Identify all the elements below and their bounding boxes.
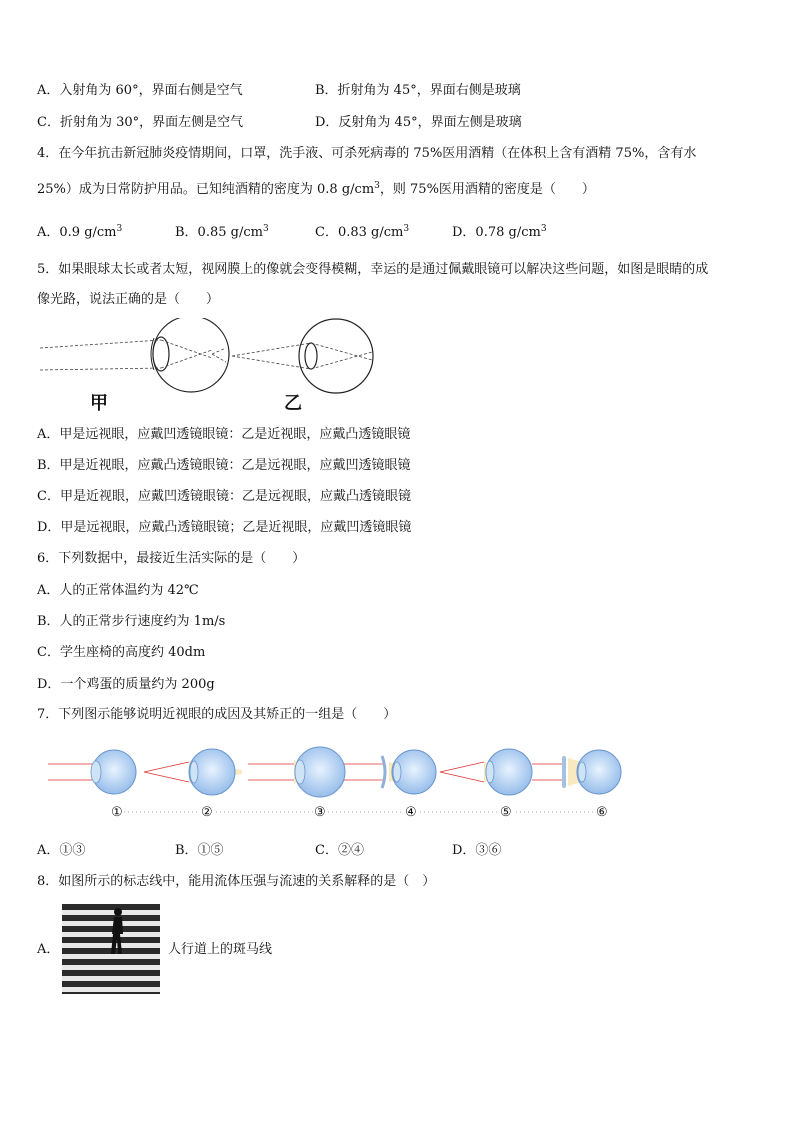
q5-option-a: A．甲是远视眼，应戴凹透镜眼镜：乙是近视眼，应戴凸透镜眼镜 [37,427,411,442]
eye-figure-4 [344,750,438,794]
q4-stem-line2-post: ，则 75%医用酒精的密度是（ ） [379,182,595,197]
eye-figure-1 [48,750,136,794]
q7-label-1: ① [111,805,123,820]
q4-option-b [175,225,269,241]
q7-label-3: ③ [314,805,326,820]
eye-figure-6 [532,750,621,794]
q7-label-5: ⑤ [500,805,512,820]
q6-option-b: B．人的正常步行速度约为 1m/s [37,614,226,629]
q7-option-b: B．①⑤ [175,843,224,858]
q3-option-d: D．反射角为 45°，界面左侧是玻璃 [315,115,522,130]
q7-eye-figures [44,742,634,822]
q5-label-yi: 乙 [284,393,302,414]
q5-option-b: B．甲是近视眼，应戴凸透镜眼镜：乙是远视眼，应戴凹透镜眼镜 [37,458,411,473]
q4-stem-line2-pre: 25%）成为日常防护用品。已知纯酒精的密度为 0.8 g/cm [37,182,375,197]
q5-stem-line2: 像光路，说法正确的是（ ） [37,292,220,307]
q7-option-d: D．③⑥ [452,843,502,858]
q8-option-a-caption: 人行道上的斑马线 [168,942,273,957]
q4-option-a-sup: 3 [116,224,123,234]
q4-stem-line2 [37,182,595,198]
q4-option-d [452,225,547,241]
q7-option-a: A．①③ [37,843,86,858]
q4-option-a [37,225,122,241]
eye-figure-2 [144,749,242,795]
q6-option-c: C．学生座椅的高度约 40dm [37,645,206,660]
q3-option-b: B．折射角为 45°，界面右侧是玻璃 [315,83,521,98]
q5-stem-line1: 5．如果眼球太长或者太短，视网膜上的像就会变得模糊，幸运的是通过佩戴眼镜可以解决这些问题，如图是眼睛的成 [37,262,709,277]
q5-eye-diagram [36,318,386,418]
q3-option-a: A．入射角为 60°，界面右侧是空气 [37,83,243,98]
q7-option-c: C．②④ [315,843,364,858]
q5-option-c: C．甲是近视眼，应戴凹透镜眼镜：乙是远视眼，应戴凸透镜眼镜 [37,489,411,504]
q4-option-d-sup: 3 [540,224,547,234]
q7-stem: 7．下列图示能够说明近视眼的成因及其矫正的一组是（ ） [37,707,397,722]
q4-option-b-sup: 3 [262,224,269,234]
eye-yi-figure [232,319,373,393]
q4-option-b-text: B．0.85 g/cm [175,225,263,240]
eye-jia-figure [40,318,229,392]
q4-option-c-sup: 3 [403,224,410,234]
zebra-crossing-photo [62,904,160,994]
eye-figure-5 [440,749,532,795]
q5-option-d: D．甲是远视眼，应戴凸透镜眼镜；乙是近视眼，应戴凹透镜眼镜 [37,520,412,535]
eye-figure-3 [248,747,345,797]
q6-option-d: D．一个鸡蛋的质量约为 200g [37,677,215,692]
q7-label-4: ④ [405,805,417,820]
q4-option-c [315,225,409,241]
q4-option-c-text: C．0.83 g/cm [315,225,404,240]
q3-option-c: C．折射角为 30°，界面左侧是空气 [37,115,244,130]
q4-stem-unit-sup: 3 [374,181,380,191]
q5-label-jia: 甲 [90,393,108,414]
q7-label-2: ② [201,805,213,820]
pedestrian-silhouette [106,906,130,958]
q8-stem: 8．如图所示的标志线中，能用流体压强与流速的关系解释的是（ ） [37,874,436,889]
q8-option-a-prefix: A． [37,942,60,957]
q4-option-a-text: A．0.9 g/cm [37,225,117,240]
q6-stem: 6．下列数据中，最接近生活实际的是（ ） [37,551,306,566]
q6-option-a: A．人的正常体温约为 42℃ [37,583,199,598]
q7-label-6: ⑥ [596,805,608,820]
q4-option-d-text: D．0.78 g/cm [452,225,541,240]
q4-stem-line1: 4．在今年抗击新冠肺炎疫情期间，口罩，洗手液、可杀死病毒的 75%医用酒精（在体积上含有酒精 75%，含有水 [37,146,697,161]
